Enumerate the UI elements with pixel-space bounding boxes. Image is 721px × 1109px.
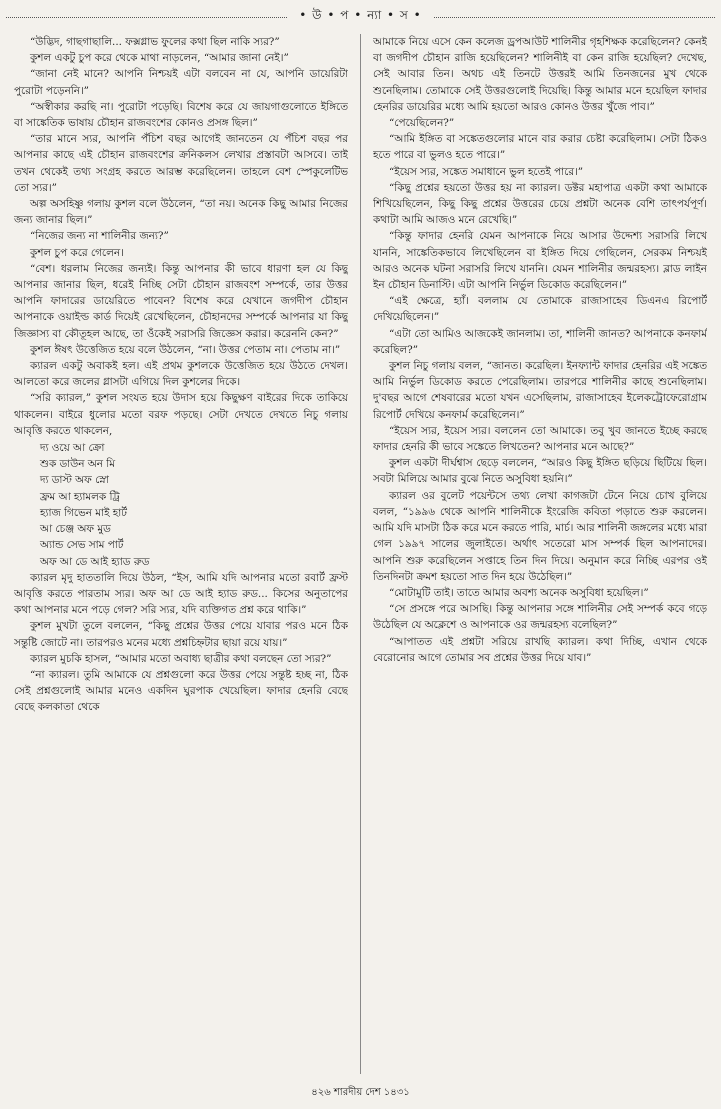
paragraph: ক্যারল ওর বুলেট পয়েন্টসে তথ্য লেখা কাগজটা টেনে নিয়ে চোখ বুলিয়ে বলল, “১৯৯৬ থেকে আপনি শালিনীকে ইংরেজি কবিতা পড়াতে শুরু করলেন। আমি যদি মাসটা ঠিক করে মনে করতে পারি, মার্চ। আর শালিনী জঙ্গলের মধ্যে মারা গেল ১৯৯৭ সালের জুলাইতে। অর্থাৎ সতেরো মাস সম্পর্ক ছিল আপনাদের। আপনি শুরু করেছিলেন সপ্তাহে তিন দিন দিয়ে। অনুমান করে নিচ্ছি এরপর ওই তিনদিনটা ক্রমশ হয়তো সাত দিন হয়ে উঠেছিল।” bbox=[373, 489, 708, 583]
page-footer: ৪২৬ শারদীয় দেশ ১৪৩১ bbox=[311, 1087, 410, 1098]
paragraph: “সে প্রসঙ্গে পরে আসছি। কিন্তু আপনার সঙ্গে শালিনীর সেই সম্পর্ক কবে গড়ে উঠেছিল যে অক্লেশে ও আপনাকে ওর জন্মরহস্য বলেছিল?” bbox=[373, 603, 708, 632]
paragraph: ক্যারল মুচকি হাসল, “আমার মতো অবাধ্য ছাত্রীর কথা বলছেন তো স্যর?” bbox=[30, 652, 332, 665]
paragraph: “তার মানে স্যর, আপনি পঁচিশ বছর আগেই জানতেন যে পঁচিশ বছর পর আপনার কাছে এই চৌহান রাজবংশের ক্রনিকলস লেখার প্রস্তাবটা আসবে। তাই তখন থেকেই তথ্য সংগ্রহ করতে আরম্ভ করেছিলেন। তাহলে বেশ স্পেকুলেটিভ তো স্যর।” bbox=[14, 133, 349, 194]
paragraph: “সরি ক্যারল,” কুশল সংযত হয়ে উদাস হয়ে কিছুক্ষণ বাইরের দিকে তাকিয়ে থাকলেন। বাইরে ধুলোর মতো বরফ পড়ছে। সেটা দেখতে দেখতে নিচু গলায় আবৃত্তি করতে থাকলেন, bbox=[14, 392, 349, 437]
right-column bbox=[373, 34, 707, 1074]
verse-line: অ্যান্ড সেভ সাম পার্ট bbox=[40, 539, 124, 552]
verse-line: শুক ডাউন অন মি bbox=[40, 458, 116, 471]
paragraph: “কিন্তু ফাদার হেনরি যেমন আপনাকে নিয়ে আসার উদ্দেশ্য সরাসরি লিখে যাননি, সাঙ্কেতিকভাবে লিখেছিলেন বা ইঙ্গিত দিয়ে গেছিলেন, সেরকম নিশ্চয়ই আরও অনেক ঘটনা সরাসরি লিখে যাননি। যেমন শালিনীর জন্মরহস্য। ব্লাড লাইন ইন চৌহান ডিনাস্টি। এটা আপনি নির্ভুল ডিকোড করেছিলেন।” bbox=[373, 230, 708, 292]
verse-line: দ্য ওয়ে আ ক্রো bbox=[40, 442, 105, 455]
paragraph: ক্যারল মৃদু হাততালি দিয়ে উঠল, “ইস, আমি যদি আপনার মতো রবার্ট ফ্রস্ট আবৃত্তি করতে পারতাম স্যর। অফ আ ডে আই হ্যাড রুড... কিসের অনুতাপের কথা আপনার মনে পড়ে গেল? সরি স্যর, যদি ব্যক্তিগত প্রশ্ন করে থাকি।” bbox=[14, 571, 349, 617]
paragraph: “এটা তো আমিও আজকেই জানলাম। তা, শালিনী জানত? আপনাকে কনফার্ম করেছিল?” bbox=[373, 327, 708, 356]
paragraph: কুশল একটু চুপ করে থেকে মাথা নাড়লেন, “আমার জানা নেই।” bbox=[30, 52, 289, 65]
verse-line: দ্য ডাস্ট অফ স্নো bbox=[40, 474, 109, 487]
header-rule-right bbox=[434, 17, 715, 18]
text-columns bbox=[14, 34, 707, 1074]
column-divider bbox=[360, 34, 361, 1074]
paragraph: অল্প অসহিষ্ণু গলায় কুশল বলে উঠলেন, “তা নয়। অনেক কিছু আমার নিজের জন্য জানার ছিল।” bbox=[14, 198, 349, 227]
verse-line: ফ্রম আ হ্যামলক ট্রি bbox=[40, 490, 120, 503]
verse-line: হ্যাজ গিভেন মাই হার্ট bbox=[40, 506, 127, 519]
paragraph: “নিজের জন্য না শালিনীর জন্য?” bbox=[30, 230, 169, 243]
verse-line: আ চেঞ্জ অফ মুড bbox=[40, 523, 111, 536]
paragraph: ক্যারল একটু অবাকই হল। এই প্রথম কুশলকে উত্তেজিত হয়ে উঠতে দেখল। আলতো করে জলের গ্লাসটা এগিয়ে দিল কুশলের দিকে। bbox=[14, 360, 349, 389]
left-column bbox=[14, 34, 348, 1074]
paragraph: “অস্বীকার করছি না। পুরোটা পড়েছি। বিশেষ করে যে জায়গাগুলোতে ইঙ্গিতে বা সাঙ্কেতিক ভাষায় চৌহান রাজবংশের কোনও প্রসঙ্গ ছিল।” bbox=[14, 100, 349, 130]
paragraph: “না ক্যারল। তুমি আমাকে যে প্রশ্নগুলো করে উত্তর পেয়ে সন্তুষ্ট হচ্ছ না, ঠিক সেই প্রশ্নগুলোই আমার মনেও একদিন ঘুরপাক খেয়েছিল। ফাদার হেনরি বেছে বেছে কলকাতা থেকে bbox=[14, 668, 349, 714]
paragraph: “আপাতত এই প্রশ্নটা সরিয়ে রাখছি ক্যারল। কথা দিচ্ছি, এখান থেকে বেরোনোর আগে তোমার সব প্রশ্নের উত্তর দিয়ে যাব।” bbox=[373, 635, 708, 664]
paragraph: “কিছু প্রশ্নের হয়তো উত্তর হয় না ক্যারল। ডক্টর মহাপাত্র একটা কথা আমাকে শিখিয়েছিলেন, কিছু কিছু প্রশ্নের উত্তরের চেয়ে প্রশ্নটা অনেক বেশি তাৎপর্যপূর্ণ। কথাটা আমি আজও মনে রেখেছি।” bbox=[373, 181, 708, 227]
paragraph: “ইয়েস স্যর, ইয়েস স্যর। বললেন তো আমাকে। তবু খুব জানতে ইচ্ছে করছে ফাদার হেনরি কী ভাবে সঙ্কেতে লিখতেন? আপনার মনে আছে?” bbox=[373, 424, 708, 454]
paragraph: “ইয়েস স্যর, সঙ্কেত সমাধানে ভুল হতেই পারে।” bbox=[389, 165, 584, 178]
paragraph: “আমি ইঙ্গিত বা সঙ্কেতগুলোর মানে বার করার চেষ্টা করেছিলাম। সেটা ঠিকও হতে পারে বা ভুলও হতে পারে।” bbox=[373, 133, 708, 162]
section-title: • উ • প • ন্যা • স • bbox=[299, 8, 422, 22]
paragraph: কুশল একটা দীর্ঘশ্বাস ছেড়ে বললেন, “আরও কিছু ইঙ্গিত ছড়িয়ে ছিটিয়ে ছিল। সবটা মিলিয়ে আমার বুঝে নিতে অসুবিধা হয়নি।” bbox=[373, 457, 708, 486]
paragraph: “পেয়েছিলেন?” bbox=[389, 117, 455, 130]
paragraph: আমাকে নিয়ে এসে কেন কলেজ ড্রপআউট শালিনীর গৃহশিক্ষক করেছিলেন? কেনই বা জগদীপ চৌহান রাজি হয়েছিলেন? শালিনীই বা কেন রাজি হয়েছিল? দেখেছ, সেই আবার তিন। অথচ এই তিনটে উত্তরই আমি তিনজনের মুখ থেকে শুনেছিলাম। তোমাকে সেই উত্তরগুলোই দিয়েছি। কিন্তু আমার মনে হয়েছিল ফাদার হেনরির ডায়েরির মধ্যে আমি হয়তো আরও কোনও উত্তর খুঁজে পাব।” bbox=[373, 36, 708, 113]
paragraph: “উদ্ভিদ, গাছগাছালি... ফক্সগ্লাভ ফুলের কথা ছিল নাকি স্যর?” bbox=[30, 36, 280, 48]
paragraph: “এই ক্ষেত্রে, হ্যাঁ। বললাম যে তোমাকে রাজাসাহেব ডিএনএ রিপোর্ট দেখিয়েছিলেন।” bbox=[373, 295, 708, 324]
verse-line: অফ আ ডে আই হ্যাড রুড bbox=[40, 555, 150, 568]
paragraph: “বেশ। ধরলাম নিজের জন্যই। কিন্তু আপনার কী ভাবে ধারণা হল যে কিছু আপনার জানার ছিল, ধরেই নিচ্ছি সেটা চৌহান রাজবংশ সম্পর্কে, তার উত্তর আপনি ফাদারের ডায়েরিতে পাবেন? বিশেষ করে যেখানে জগদীপ চৌহান আপনাকে ওয়াইল্ড কার্ড দিয়েই রেখেছিলেন, চৌহানদের সম্পর্কে আপনার যা কিছু জিজ্ঞাস্য বা কৌতূহল আছে, তা ওঁকেই সরাসরি জিজ্ঞেস করার। করেননি কেন?” bbox=[14, 262, 349, 340]
header-rule-left bbox=[6, 17, 287, 18]
paragraph: কুশল নিচু গলায় বলল, “জানত। করেছিল। ইনফ্যান্ট ফাদার হেনরির এই সঙ্কেত আমি নির্ভুল ডিকোড করতে পেরেছিলাম। তারপরে শালিনীর কাছে শুনেছিলাম। দু'বছর আগে শেষবারের মতো যখন এসেছিলাম, রাজাসাহেব ইলেকট্রোফেরোগ্রাম রিপোর্ট দেখিয়ে কনফার্ম করেছিলেন।” bbox=[373, 360, 708, 421]
page-header bbox=[0, 6, 721, 28]
paragraph: “জানা নেই মানে? আপনি নিশ্চয়ই এটা বলবেন না যে, আপনি ডায়েরিটা পুরোটা পড়েননি।” bbox=[14, 68, 349, 97]
paragraph: “মোটামুটি তাই। তাতে আমার অবশ্য অনেক অসুবিধা হয়েছিল।” bbox=[389, 586, 649, 599]
paragraph: কুশল মুখটা তুলে বললেন, “কিছু প্রশ্নের উত্তর পেয়ে যাবার পরও মনে ঠিক সন্তুষ্টি জোটে না। তারপরও মনের মধ্যে প্রশ্নচিহ্নটার ছায়া রয়ে যায়।” bbox=[14, 620, 349, 649]
paragraph: কুশল ঈষৎ উত্তেজিত হয়ে বলে উঠলেন, “না। উত্তর পেতাম না। পেতাম না।” bbox=[30, 343, 341, 356]
paragraph: কুশল চুপ করে গেলেন। bbox=[30, 246, 124, 259]
